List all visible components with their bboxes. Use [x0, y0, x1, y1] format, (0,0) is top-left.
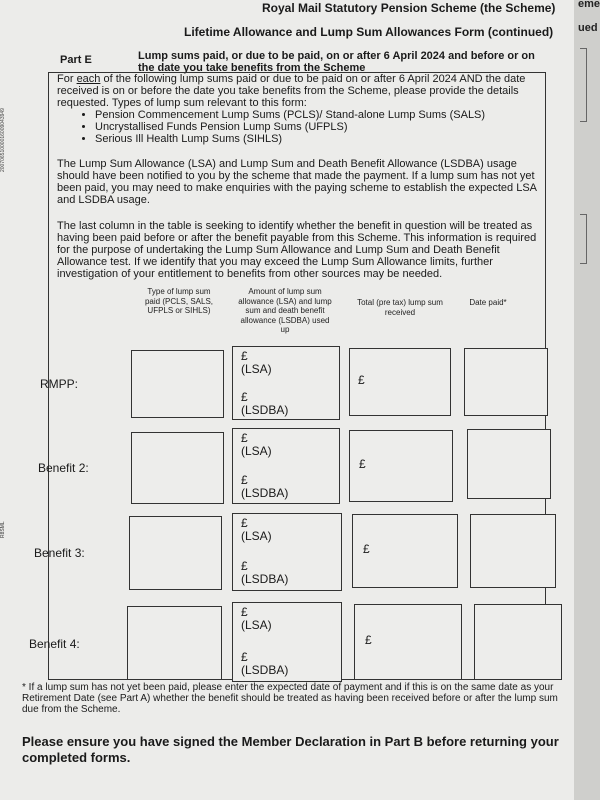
column-header-amount: Amount of lump sum allowance (LSA) and lump sum and death benefit allowance (LSDBA) used up	[238, 287, 332, 334]
adjacent-page-text-top: eme	[578, 0, 600, 10]
benefit-4-lsdba-label	[241, 651, 288, 677]
footnote: * If a lump sum has not yet been paid, please enter the expected date of payment and if this is on the same date as your Retirement Date (see Part A) whether the benefit should be treated as having been received before or after the lump sum due from the Scheme.	[22, 682, 558, 715]
row-label-rmpp: RMPP:	[40, 377, 79, 391]
benefit-3-type-field[interactable]	[129, 516, 222, 590]
benefit-4-type-field[interactable]	[127, 606, 222, 680]
list-item: • Uncrystallised Funds Pension Lump Sums (UFPLS)	[95, 121, 541, 133]
currency-symbol: £	[241, 349, 248, 363]
currency-symbol: £	[359, 457, 366, 471]
adjacent-page-edge	[574, 0, 600, 800]
part-label: Part E	[60, 54, 92, 66]
intro-text-underlined: each	[76, 73, 101, 85]
benefit-3-date-field[interactable]	[470, 514, 556, 588]
part-title: Lump sums paid, or due to be paid, on or after 6 April 2024 and before or on the date you take benefits from the Scheme	[138, 50, 535, 74]
rmpp-lsdba-label	[241, 391, 288, 417]
lsa-label: (LSA)	[241, 444, 272, 458]
intro-paragraph	[57, 73, 541, 145]
adjacent-page-bracket	[580, 214, 587, 264]
column-header-type: Type of lump sum paid (PCLS, SALS, UFPLS or SIHLS)	[144, 287, 214, 315]
lsa-label: (LSA)	[241, 618, 272, 632]
intro-text-pre: For	[57, 73, 77, 85]
benefit-4-lsa-label	[241, 606, 272, 632]
currency-symbol: £	[241, 431, 248, 445]
column-header-date: Date paid*	[469, 298, 507, 307]
lsa-label: (LSA)	[241, 362, 272, 376]
lsdba-label: (LSDBA)	[241, 663, 289, 677]
lsdba-label: (LSDBA)	[241, 403, 289, 417]
rmpp-type-field[interactable]	[131, 350, 224, 418]
adjacent-page-text-second: ued	[578, 22, 598, 34]
currency-symbol: £	[363, 542, 370, 556]
currency-symbol: £	[241, 516, 248, 530]
column-header-total: Total (pre tax) lump sum received	[357, 298, 443, 317]
barcode-number: 20070651000016009043949	[0, 108, 6, 172]
currency-symbol: £	[241, 650, 248, 664]
allowance-paragraph: The Lump Sum Allowance (LSA) and Lump Sum and Death Benefit Allowance (LSDBA) usage should have been notified to you by the scheme that made the payment. If a lump sum has not yet been paid, you may need to make enquiries with the paying scheme to establish the expected LSA and LSDBA usage.	[57, 158, 537, 206]
edge-mark: R8SML	[0, 521, 6, 538]
benefit-3-lsa-label	[241, 517, 272, 543]
lsa-label: (LSA)	[241, 529, 272, 543]
form-title: Lifetime Allowance and Lump Sum Allowances Form (continued)	[184, 25, 554, 39]
row-label-benefit-4: Benefit 4:	[29, 637, 80, 651]
currency-symbol: £	[241, 559, 248, 573]
row-label-benefit-3: Benefit 3:	[34, 546, 85, 560]
benefit-2-lsa-label	[241, 432, 272, 458]
currency-symbol: £	[241, 473, 248, 487]
lsdba-label: (LSDBA)	[241, 486, 289, 500]
lsdba-label: (LSDBA)	[241, 572, 289, 586]
benefit-2-type-field[interactable]	[131, 432, 224, 504]
benefit-2-date-field[interactable]	[467, 429, 551, 499]
currency-symbol: £	[241, 605, 248, 619]
rmpp-lsa-label	[241, 350, 272, 376]
benefit-3-lsdba-label	[241, 560, 288, 586]
currency-symbol: £	[358, 373, 365, 387]
currency-symbol: £	[365, 633, 372, 647]
benefit-2-lsdba-label	[241, 474, 288, 500]
rmpp-date-field[interactable]	[464, 348, 548, 416]
intro-text-post: of the following lump sums paid or due to be paid on or after 6 April 2024 AND the date received is on or before the date you take benefits from the Scheme, please provide the details requested. Types of lump sum relevant to this form:	[57, 73, 526, 109]
row-label-benefit-2: Benefit 2:	[38, 461, 89, 475]
adjacent-page-bracket	[580, 48, 587, 122]
benefit-4-date-field[interactable]	[474, 604, 562, 680]
currency-symbol: £	[241, 390, 248, 404]
list-item: • Serious Ill Health Lump Sums (SIHLS)	[95, 133, 541, 145]
lump-sum-type-list	[57, 109, 541, 145]
list-item: • Pension Commencement Lump Sums (PCLS)/ Stand-alone Lump Sums (SALS)	[95, 109, 541, 121]
scheme-title: Royal Mail Statutory Pension Scheme (the Scheme)	[262, 1, 556, 15]
declaration-reminder: Please ensure you have signed the Member Declaration in Part B before returning your completed forms.	[22, 734, 559, 765]
last-column-paragraph: The last column in the table is seeking to identify whether the benefit in question will be treated as having been paid before or after the benefit payable from this Scheme. This information is required for the purpose of undertaking the Lump Sum Allowance and Lump Sum and Death Benefit Allowance test. If we identify that you may exceed the Lump Sum Allowance limits, further investigation of your entitlement to benefits from other sources may be needed.	[57, 220, 537, 280]
